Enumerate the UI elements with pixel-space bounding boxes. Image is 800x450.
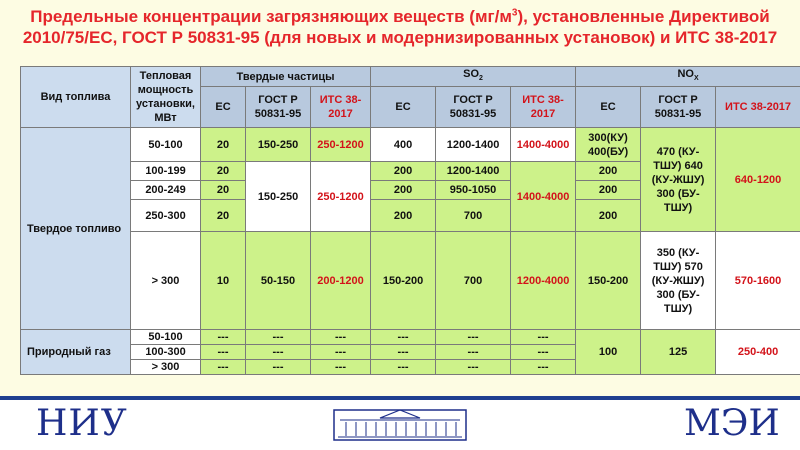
power-cell: 50-100 [131, 330, 201, 345]
nox-ec-cell: 200 [576, 162, 641, 181]
header-its: ИТС 38-2017 [511, 87, 576, 128]
so2-ec-cell: 200 [371, 162, 436, 181]
gas-nox-gost-cell: 125 [641, 330, 716, 375]
nox-ec-cell: 150-200 [576, 232, 641, 330]
gas-nox-its-cell: 250-400 [716, 330, 800, 375]
dash-cell: --- [201, 345, 246, 360]
pm-its-cell: 250-1200 [311, 162, 371, 232]
power-cell: 200-249 [131, 181, 201, 200]
table-row [21, 232, 800, 330]
dash-cell: --- [201, 330, 246, 345]
header-gost: ГОСТ Р 50831-95 [246, 87, 311, 128]
niu-logo: НИУ [36, 403, 128, 444]
dash-cell: --- [436, 345, 511, 360]
header-so2: $SO_2$ [371, 67, 576, 87]
header-gost: ГОСТ Р 50831-95 [436, 87, 511, 128]
header-gost: ГОСТ Р 50831-95 [641, 87, 716, 128]
nox-its-cell: 640-1200 [716, 128, 800, 232]
power-cell: > 300 [131, 232, 201, 330]
dash-cell: --- [436, 360, 511, 375]
header-its: ИТС 38-2017 [716, 87, 800, 128]
table-row [21, 128, 800, 162]
dash-cell: --- [246, 360, 311, 375]
dash-cell: --- [246, 345, 311, 360]
so2-gost-cell: 1200-1400 [436, 128, 511, 162]
so2-ec-cell: 150-200 [371, 232, 436, 330]
so2-ec-cell: 200 [371, 181, 436, 200]
pm-ec-cell: 20 [201, 128, 246, 162]
so2-its-cell: 1400-4000 [511, 162, 576, 232]
pm-gost-cell: 50-150 [246, 232, 311, 330]
nox-its-cell: 570-1600 [716, 232, 800, 330]
power-cell: 250-300 [131, 200, 201, 232]
dash-cell: --- [371, 330, 436, 345]
dash-cell: --- [311, 345, 371, 360]
nox-ec-cell: 200 [576, 200, 641, 232]
dash-cell: --- [511, 345, 576, 360]
header-nox: $NO_X$ [576, 67, 800, 87]
footer-band [0, 396, 800, 400]
pm-ec-cell: 20 [201, 162, 246, 181]
building-icon [330, 404, 470, 444]
so2-its-cell: 1200-4000 [511, 232, 576, 330]
header-fuel: Вид топлива [21, 67, 131, 128]
gas-nox-ec-cell: 100 [576, 330, 641, 375]
so2-gost-cell: 1200-1400 [436, 162, 511, 181]
header-ec: ЕС [576, 87, 641, 128]
header-its: ИТС 38-2017 [311, 87, 371, 128]
so2-ec-cell: 400 [371, 128, 436, 162]
pm-gost-cell: 150-250 [246, 128, 311, 162]
pm-its-cell: 200-1200 [311, 232, 371, 330]
nox-ec-cell: 300(КУ) 400(БУ) [576, 128, 641, 162]
so2-its-cell: 1400-4000 [511, 128, 576, 162]
dash-cell: --- [511, 330, 576, 345]
pm-ec-cell: 20 [201, 181, 246, 200]
so2-gost-cell: 700 [436, 200, 511, 232]
fuel-gas: Природный газ [21, 330, 131, 375]
mei-logo: МЭИ [684, 403, 780, 444]
dash-cell: --- [511, 360, 576, 375]
header-power: Тепловая мощность установки, МВт [131, 67, 201, 128]
so2-gost-cell: 950-1050 [436, 181, 511, 200]
pm-its-cell: 250-1200 [311, 128, 371, 162]
so2-ec-cell: 200 [371, 200, 436, 232]
dash-cell: --- [371, 345, 436, 360]
slide-title: Предельные концентрации загрязняющих веществ $(мг/м^3)$, установленные Директивой 2010/75/ЕС, ГОСТ Р 50831-95 (для новых и модернизированных установок) и ИТС 38-2017 [22, 7, 778, 47]
header-ec: ЕС [201, 87, 246, 128]
dash-cell: --- [311, 330, 371, 345]
table-row [21, 330, 800, 345]
power-cell: 100-199 [131, 162, 201, 181]
header-ec: ЕС [371, 87, 436, 128]
dash-cell: --- [246, 330, 311, 345]
dash-cell: --- [371, 360, 436, 375]
pm-gost-cell: 150-250 [246, 162, 311, 232]
dash-cell: --- [311, 360, 371, 375]
nox-gost-cell: 470 (КУ-ТШУ) 640 (КУ-ЖШУ) 300 (БУ-ТШУ) [641, 128, 716, 232]
nox-ec-cell: 200 [576, 181, 641, 200]
nox-gost-cell: 350 (КУ-ТШУ) 570 (КУ-ЖШУ) 300 (БУ-ТШУ) [641, 232, 716, 330]
limits-table [20, 66, 800, 375]
pm-ec-cell: 10 [201, 232, 246, 330]
dash-cell: --- [201, 360, 246, 375]
power-cell: 50-100 [131, 128, 201, 162]
dash-cell: --- [436, 330, 511, 345]
so2-gost-cell: 700 [436, 232, 511, 330]
power-cell: 100-300 [131, 345, 201, 360]
pm-ec-cell: 20 [201, 200, 246, 232]
header-pm: Твердые частицы [201, 67, 371, 87]
fuel-solid: Твердое топливо [21, 128, 131, 330]
power-cell: > 300 [131, 360, 201, 375]
